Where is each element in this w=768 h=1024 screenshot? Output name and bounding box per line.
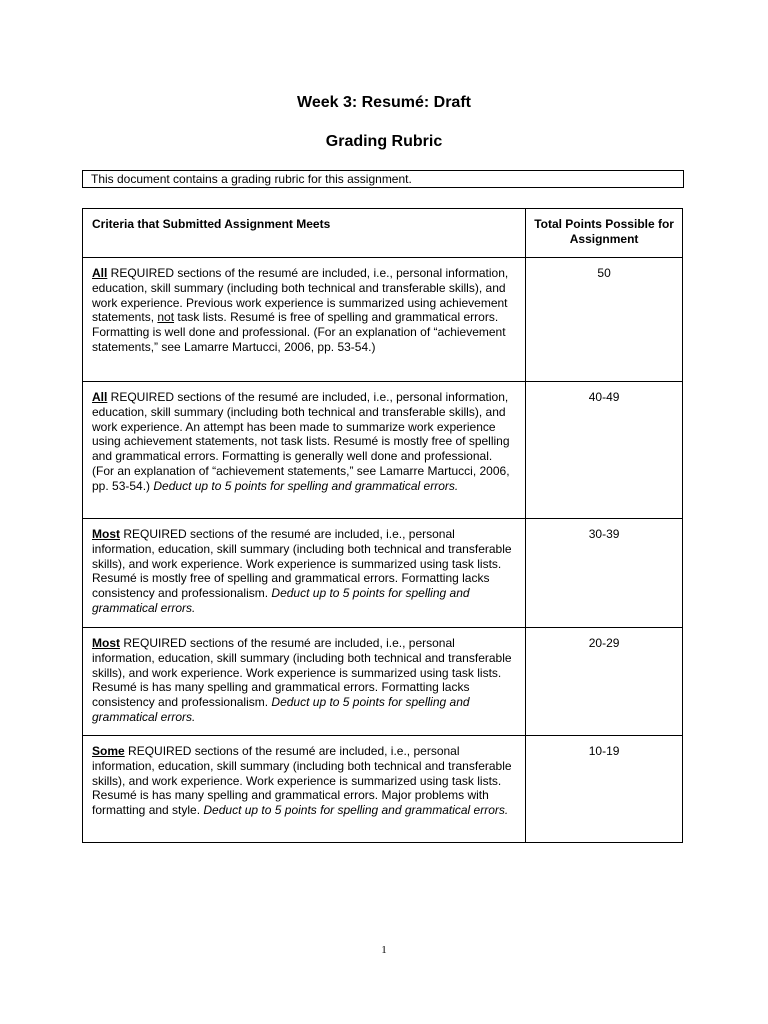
criteria-cell [83, 736, 526, 843]
criteria-lead: Some [92, 744, 125, 758]
intro-box: This document contains a grading rubric for this assignment. [82, 170, 684, 188]
page-subtitle: Grading Rubric [325, 133, 443, 150]
criteria-lead: All [92, 390, 108, 404]
table-row [83, 736, 683, 843]
points-cell: 40-49 [526, 382, 683, 519]
criteria-lead: Most [92, 636, 120, 650]
criteria-cell [83, 382, 526, 519]
points-cell: 30-39 [526, 519, 683, 628]
deduction-note: Deduct up to 5 points for spelling and grammatical errors. [153, 478, 459, 493]
table-row [83, 258, 683, 382]
criteria-header: Criteria that Submitted Assignment Meets [83, 209, 526, 258]
table-row [83, 519, 683, 628]
points-header: Total Points Possible for Assignment [526, 209, 683, 258]
rubric-table [82, 208, 683, 843]
criteria-cell [83, 519, 526, 628]
criteria-text-continued: task lists. Resumé is free of spelling and grammatical errors. Formatting is well done and professional. (For an explanation of “achievement statements,” see Lamarre Martucci, 2006, pp. 53-54.) [92, 310, 506, 354]
points-cell: 20-29 [526, 628, 683, 736]
criteria-cell [83, 258, 526, 382]
page-title: Week 3: Resumé: Draft [297, 94, 471, 111]
points-cell: 10-19 [526, 736, 683, 843]
criteria-text: REQUIRED sections of the resumé are included, i.e., personal information, education, skill summary (including both technical and transferable skills), and work experience. An attempt has been made to summarize work experience using achievement statements, not task lists. Resumé is mostly free of spelling and grammatical errors. Formatting is generally well done and professional. (For an explanation of “achievement statements,” see Lamarre Martucci, 2006, pp. 53-54.) [92, 390, 510, 493]
points-cell: 50 [526, 258, 683, 382]
deduction-note: Deduct up to 5 points for spelling and grammatical errors. [92, 586, 470, 615]
criteria-text: REQUIRED sections of the resumé are included, i.e., personal information, education, skill summary (including both technical and transferable skills), and work experience. Work experience is summarized using task lists. Resumé is mostly free of spelling and grammatical errors. Formatting lacks consistency and professionalism. [92, 527, 512, 601]
deduction-note: Deduct up to 5 points for spelling and grammatical errors. [203, 803, 509, 818]
criteria-emphasis: not [157, 310, 175, 325]
criteria-lead: All [92, 266, 108, 280]
criteria-text: REQUIRED sections of the resumé are included, i.e., personal information, education, skill summary (including both technical and transferable skills), and work experience. Work experience is summarized using task lists. Resumé is has many spelling and grammatical errors. Formatting lacks consistency and professionalism. [92, 636, 512, 710]
criteria-lead: Most [92, 527, 120, 541]
criteria-text: REQUIRED sections of the resumé are included, i.e., personal information, education, skill summary (including both technical and transferable skills), and work experience. Work experience is summarized using task lists. Resumé is has many spelling and grammatical errors. Major problems with formatting and style. [92, 744, 512, 818]
table-row [83, 382, 683, 519]
table-row [83, 628, 683, 736]
deduction-note: Deduct up to 5 points for spelling and grammatical errors. [92, 695, 470, 724]
table-header-row [83, 209, 683, 258]
criteria-text: REQUIRED sections of the resumé are included, i.e., personal information, education, skill summary (including both technical and transferable skills), and work experience. Previous work experience is summarized using achievement statements, [92, 266, 509, 325]
criteria-cell [83, 628, 526, 736]
page-number: 1 [381, 944, 387, 956]
